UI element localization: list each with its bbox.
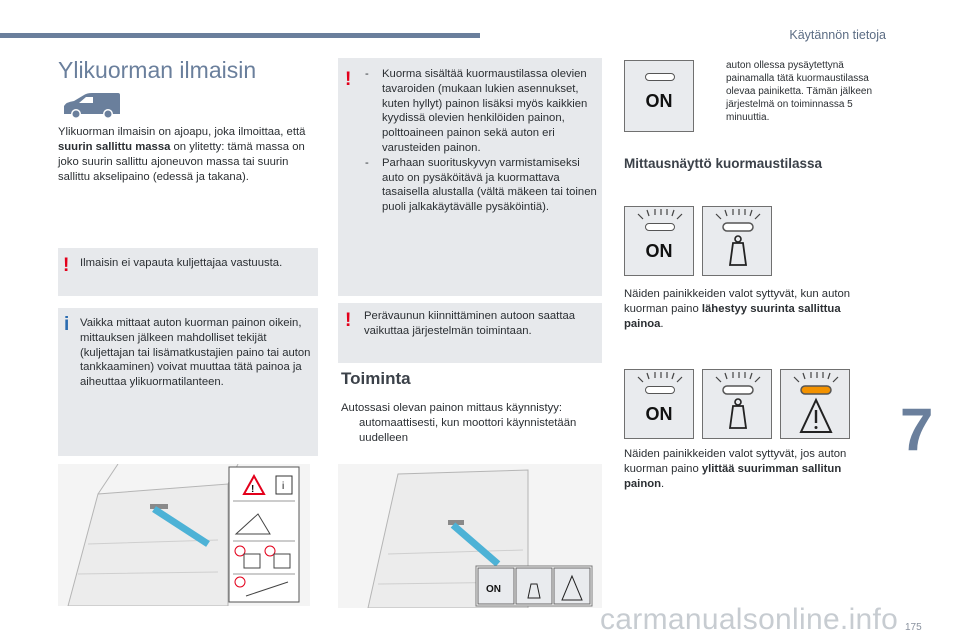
header-bar	[0, 33, 480, 38]
state2-bold: ylittää suurimman sallitun painon	[624, 462, 842, 490]
warning-text-3: Perävaunun kiinnittäminen autoon saattaa vaikuttaa järjestelmän toimintaan.	[364, 310, 576, 337]
list-item	[365, 156, 597, 215]
state2-text-a: Näiden painikkeiden valot syttyvät, jos auton kuorman paino	[624, 448, 847, 475]
svg-text:i: i	[282, 481, 285, 492]
bullet-text: automaattisesti, kun moottori käynnistetään uudelleen	[359, 416, 577, 444]
on-label: ON	[645, 404, 673, 424]
toiminta-heading: Toiminta	[341, 369, 411, 388]
bullet-item	[341, 416, 603, 446]
svg-text:!: !	[251, 484, 255, 495]
note-text: auton ollessa pysäytettynä painamalla tätä kuormaustilassa olevaa painiketta. Tämän jälkeen järjestelmä on toiminnassa 5 minuuttia.	[726, 60, 873, 123]
info-text: Vaikka mittaat auton kuorman painon oikein, mittauksen jälkeen mahdolliset tekijät (kuljettajan tai lisämatkustajien paino tai auton tankkaaminen) voivat muuttaa tätä painoa ja aiheuttaa ylikuormatilanteen.	[80, 317, 311, 389]
mittaus-heading: Mittausnäyttö kuormaustilassa	[624, 156, 823, 171]
weight-button-lit[interactable]	[702, 369, 772, 439]
warning-marker: !	[345, 69, 352, 90]
state1-text-b: .	[660, 317, 664, 330]
list-item-text: Kuorma sisältää kuormaustilassa olevien tavaroiden (mukaan lukien asennukset, kuten hyllyt) painon lisäksi myös kaikkien kyydissä olevien henkilöiden painon, polttoaineen painon sekä auton eri varusteiden painon.	[382, 68, 588, 154]
warning-marker: !	[345, 310, 352, 331]
chapter-number: 7	[900, 396, 934, 463]
watermark: carmanualsonline.info	[600, 603, 899, 636]
section-title: Käytännön tietoja	[789, 28, 886, 42]
page-title: Ylikuorman ilmaisin	[58, 57, 257, 83]
van-icon	[62, 92, 122, 120]
list-item	[365, 67, 597, 156]
toiminta-paragraph	[341, 401, 603, 445]
warning-triangle-icon	[781, 370, 851, 440]
on-label: ON	[645, 91, 673, 111]
weight-icon	[703, 370, 773, 440]
page-number: 175	[905, 622, 922, 633]
state2-text-b: .	[661, 477, 665, 490]
bullet-arrow-icon	[341, 416, 359, 446]
warning-marker: !	[63, 255, 70, 276]
overload-button-lit[interactable]	[780, 369, 850, 439]
led-indicator	[645, 223, 675, 231]
on-label: ON	[645, 241, 673, 261]
list-dash: -	[365, 68, 369, 80]
intro-text-a: Ylikuorman ilmaisin on ajoapu, joka ilmoittaa, että	[58, 126, 306, 138]
svg-text:ON: ON	[486, 584, 501, 595]
cargo-buttons-photo	[338, 464, 602, 608]
on-button-lit[interactable]	[624, 206, 694, 276]
intro-bold: suurin sallittu massa	[58, 141, 171, 153]
intro-paragraph	[58, 125, 316, 185]
warning-list	[365, 67, 597, 215]
on-button-lit[interactable]	[624, 369, 694, 439]
cargo-area-illustration	[58, 464, 310, 606]
state2-paragraph	[624, 447, 876, 491]
state1-paragraph	[624, 287, 876, 331]
list-dash: -	[365, 156, 369, 169]
state1-text-a: Näiden painikkeiden valot syttyvät, kun auton kuorman paino	[624, 288, 851, 315]
warning-text-1: Ilmaisin ei vapauta kuljettajaa vastuusta.	[80, 257, 283, 269]
on-button[interactable]	[624, 60, 694, 132]
cargo-panel-illustration	[338, 464, 602, 608]
intro-text-b: on ylitetty: tämä massa on joko suurin sallittu ajoneuvon massa tai suurin sallittu akselipaino (edessä ja takana).	[58, 141, 305, 183]
led-indicator	[645, 386, 675, 394]
led-indicator	[645, 73, 675, 81]
led-rays-icon	[625, 207, 695, 237]
led-rays-icon	[625, 370, 695, 400]
weight-icon	[703, 207, 773, 277]
cargo-area-photo	[58, 464, 310, 606]
state1-bold: lähestyy suurinta sallittua painoa	[624, 302, 841, 330]
info-marker: i	[64, 314, 70, 335]
toiminta-intro: Autossasi olevan painon mittaus käynnistyy:	[341, 402, 563, 414]
list-item-text: Parhaan suorituskyvyn varmistamiseksi auto on pysäköitävä ja kuormattava tasaisella alustalla (vältä mäkeen tai toinen puoli jalkakäytävälle pysäköintiä).	[382, 156, 597, 214]
weight-button-lit[interactable]	[702, 206, 772, 276]
